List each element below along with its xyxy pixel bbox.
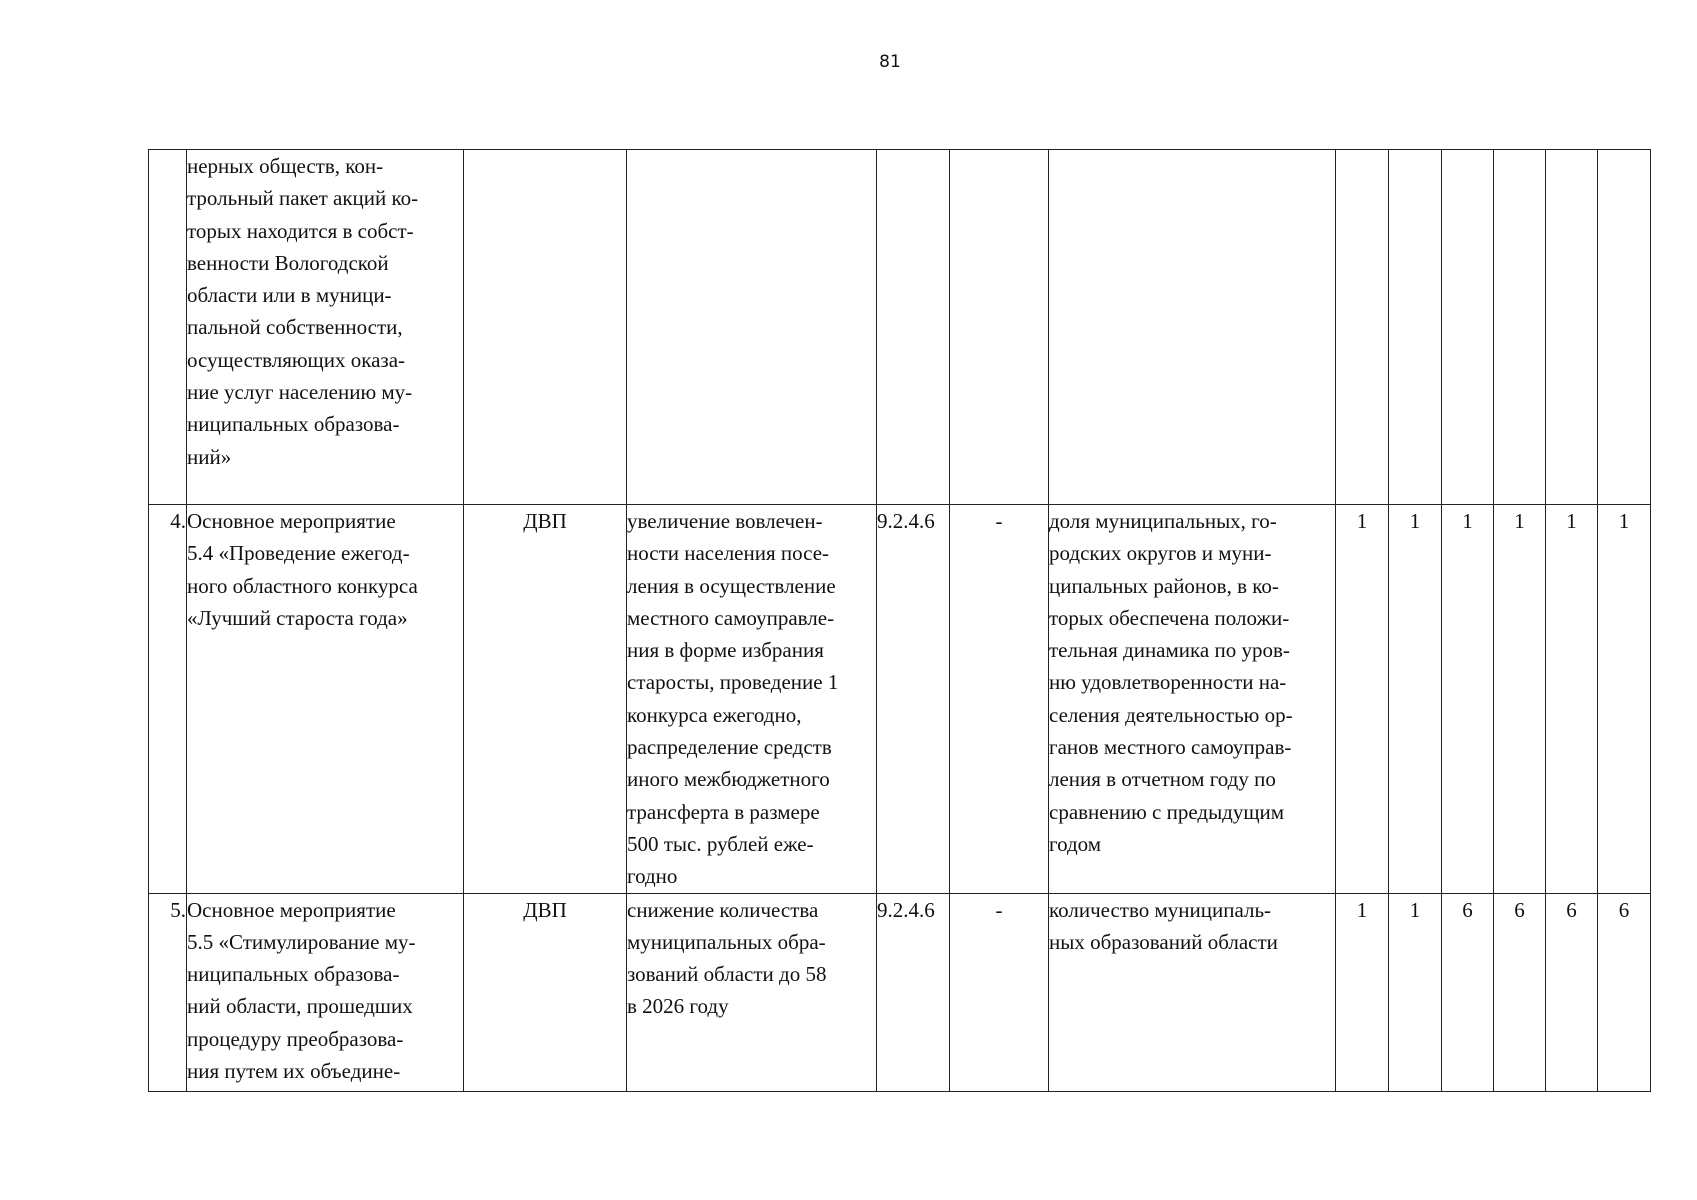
activity-name-line: процедуру преобразова- xyxy=(187,1026,404,1051)
year-value: 6 xyxy=(1494,893,1546,1091)
indicator-line: годом xyxy=(1049,831,1102,856)
activity-name xyxy=(187,150,464,505)
expected-result-line: распределение средств xyxy=(627,735,832,760)
year-value: 1 xyxy=(1389,893,1442,1091)
indicator-line: ления в отчетном году по xyxy=(1049,767,1276,792)
expected-result-line: муниципальных обра- xyxy=(627,929,826,954)
dash-cell: - xyxy=(950,505,1049,894)
expected-result-line: снижение количества xyxy=(627,897,819,922)
expected-result-line: конкурса ежегодно, xyxy=(627,702,802,727)
expected-result-line: иного межбюджетного xyxy=(627,767,830,792)
plan-table xyxy=(148,149,1651,1092)
executor xyxy=(464,150,627,505)
row-number: 4. xyxy=(149,505,187,894)
dash-cell: - xyxy=(950,893,1049,1091)
activity-name xyxy=(187,893,464,1091)
year-value: 1 xyxy=(1336,505,1389,894)
activity-name-line: области или в муници- xyxy=(187,283,392,308)
activity-name-line: осуществляющих оказа- xyxy=(187,347,406,372)
activity-name-line: ного областного конкурса xyxy=(187,573,418,598)
expected-result xyxy=(627,893,877,1091)
table-row xyxy=(149,150,1651,505)
indicator-line: ганов местного самоуправ- xyxy=(1049,735,1292,760)
year-value: 1 xyxy=(1336,893,1389,1091)
year-value: 1 xyxy=(1546,505,1598,894)
year-value: 6 xyxy=(1598,893,1651,1091)
activity-name-line: венности Вологодской xyxy=(187,250,389,275)
indicator xyxy=(1049,893,1336,1091)
expected-result-line: ности населения посе- xyxy=(627,541,830,566)
activity-name-line: трольный пакет акций ко- xyxy=(187,186,419,211)
activity-name-line: 5.4 «Проведение ежегод- xyxy=(187,541,410,566)
indicator-line: сравнению с предыдущим xyxy=(1049,799,1285,824)
executor: ДВП xyxy=(464,893,627,1091)
activity-name-line: ний» xyxy=(187,444,232,469)
activity-name-line: ний области, прошедших xyxy=(187,994,413,1019)
executor: ДВП xyxy=(464,505,627,894)
activity-name xyxy=(187,505,464,894)
year-value xyxy=(1546,150,1598,505)
indicator-line: ципальных районов, в ко- xyxy=(1049,573,1279,598)
year-value: 1 xyxy=(1442,505,1494,894)
year-value: 1 xyxy=(1494,505,1546,894)
activity-name-line: Основное мероприятие xyxy=(187,509,396,533)
goal-code: 9.2.4.6 xyxy=(877,893,950,1091)
expected-result-line: в 2026 году xyxy=(627,994,729,1019)
activity-name-line: 5.5 «Стимулирование му- xyxy=(187,929,416,954)
row-number: 5. xyxy=(149,893,187,1091)
activity-name-line: «Лучший староста года» xyxy=(187,605,408,630)
expected-result-line: старосты, проведение 1 xyxy=(627,670,839,695)
activity-name-line: Основное мероприятие xyxy=(187,897,396,922)
indicator-line: селения деятельностью ор- xyxy=(1049,702,1293,727)
goal-code: 9.2.4.6 xyxy=(877,505,950,894)
indicator-line: тельная динамика по уров- xyxy=(1049,638,1290,663)
page-number: 81 xyxy=(879,52,901,72)
expected-result xyxy=(627,505,877,894)
year-value xyxy=(1336,150,1389,505)
year-value: 1 xyxy=(1389,505,1442,894)
activity-name-line: ния путем их объедине- xyxy=(187,1059,401,1084)
goal-code xyxy=(877,150,950,505)
indicator xyxy=(1049,150,1336,505)
activity-name-line: ниципальных образова- xyxy=(187,412,400,437)
table-row xyxy=(149,505,1651,894)
expected-result-line: ния в форме избрания xyxy=(627,638,824,663)
year-value xyxy=(1389,150,1442,505)
activity-name-line: ние услуг населению му- xyxy=(187,380,413,405)
dash-cell xyxy=(950,150,1049,505)
activity-name-line: пальной собственности, xyxy=(187,315,403,340)
indicator-line: торых обеспечена положи- xyxy=(1049,605,1290,630)
expected-result-line: местного самоуправле- xyxy=(627,605,835,630)
indicator-line: ню удовлетворенности на- xyxy=(1049,670,1287,695)
expected-result xyxy=(627,150,877,505)
row-number xyxy=(149,150,187,505)
expected-result-line: увеличение вовлечен- xyxy=(627,509,823,533)
expected-result-line: трансферта в размере xyxy=(627,799,820,824)
expected-result-line: 500 тыс. рублей еже- xyxy=(627,831,814,856)
year-value: 1 xyxy=(1598,505,1651,894)
indicator-line: доля муниципальных, го- xyxy=(1049,509,1277,533)
year-value: 6 xyxy=(1546,893,1598,1091)
activity-name-line: нерных обществ, кон- xyxy=(187,154,384,178)
indicator-line: ных образований области xyxy=(1049,929,1278,954)
expected-result-line: годно xyxy=(627,864,678,889)
indicator-line: родских округов и муни- xyxy=(1049,541,1272,566)
year-value xyxy=(1598,150,1651,505)
year-value: 6 xyxy=(1442,893,1494,1091)
year-value xyxy=(1494,150,1546,505)
expected-result-line: зований области до 58 xyxy=(627,962,827,987)
year-value xyxy=(1442,150,1494,505)
activity-name-line: торых находится в собст- xyxy=(187,218,414,243)
indicator-line: количество муниципаль- xyxy=(1049,897,1272,922)
indicator xyxy=(1049,505,1336,894)
activity-name-line: ниципальных образова- xyxy=(187,962,400,987)
table-row xyxy=(149,893,1651,1091)
expected-result-line: ления в осуществление xyxy=(627,573,836,598)
